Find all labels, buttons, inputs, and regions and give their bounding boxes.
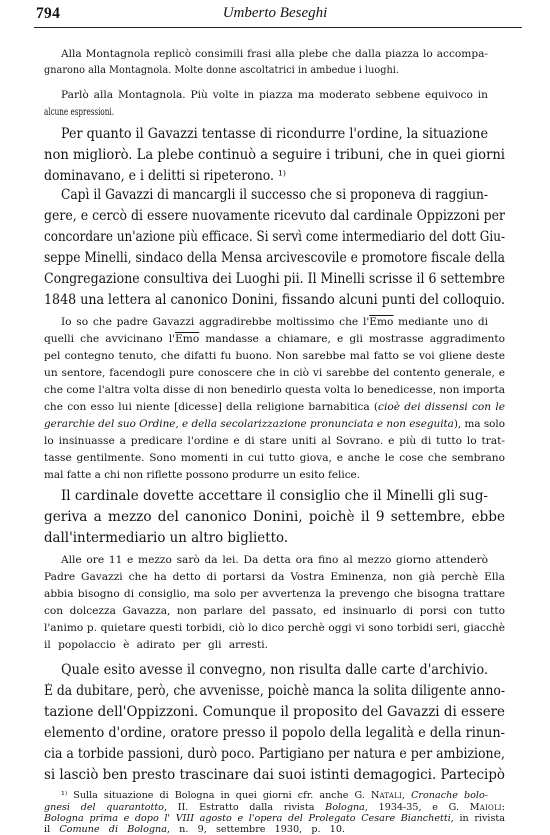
text-line: non migliorò. La plebe continuò a seguire i tribuni, che in quei giorni bbox=[44, 147, 506, 163]
text-line: abbia bisogno di consiglio, ma solo per avvertenza la prevengo che bisogna trattare bbox=[44, 588, 505, 600]
text-line: dall'intermediario un altro biglietto. bbox=[44, 530, 288, 546]
text-line: cia a torbide passioni, durò poco. Partigiano per natura e per ambizione, bbox=[44, 746, 505, 762]
footnote-line: ¹⁾ Sulla situazione di Bologna in quei giorni cfr. anche G. Natali, Cronache bolo- bbox=[61, 790, 488, 801]
text-line: tazione dell'Oppizzoni. Comunque il proposito del Gavazzi di essere bbox=[44, 704, 506, 720]
text-line: che come l'altra volta disse di non benedirlo questa volta lo benedicesse, non importa bbox=[44, 384, 506, 396]
text-line: Alla Montagnola replicò consimili frasi alla plebe che dalla piazza lo accompa- bbox=[61, 48, 488, 60]
running-title: Umberto Beseghi bbox=[222, 5, 328, 21]
text-line: che con esso lui niente [dicesse] della religione barnabitica (cioè dei dissensi con le bbox=[44, 401, 505, 413]
text-line: gere, e cercò di essere nuovamente ricevuto dal cardinale Oppizzoni per bbox=[44, 208, 505, 224]
text-line: Parlò alla Montagnola. Più volte in piazza ma moderato sebbene equivoco in bbox=[61, 89, 488, 101]
text-line: Capì il Gavazzi di mancargli il successo che si proponeva di raggiun- bbox=[61, 187, 488, 203]
text-line: quelli che avvicinano $l'\overline{Emo}$ mandasse a chiamare, e gli mostrasse aggradimento bbox=[44, 333, 505, 345]
footnote-marker: ¹⁾ bbox=[61, 790, 68, 801]
text-line: Il cardinale dovette accettare il consiglio che il Minelli gli sug- bbox=[61, 488, 488, 504]
text-line: mal fatte a chi non riflette possono produrre un esito felice. bbox=[44, 469, 361, 481]
text-line: Quale esito avesse il convegno, non risulta dalle carte d'archivio. bbox=[61, 662, 489, 678]
header-rule bbox=[34, 27, 522, 28]
text-line: gerarchie del suo Ordine, e della secolarizzazione pronunciata e non eseguita), ma solo bbox=[44, 418, 506, 430]
text-line: gnarono alla Montagnola. Molte donne ascoltatrici in ambedue i luoghi. bbox=[44, 64, 399, 76]
text-line: lo insinuasse a predicare l'ordine e di stare uniti al Sovrano. e più di tutto lo trat- bbox=[44, 435, 505, 447]
text-line: il popolaccio è adirato per gli arresti. bbox=[44, 639, 268, 651]
text-line: seppe Minelli, sindaco della Mensa arcivescovile e promotore fiscale della bbox=[44, 250, 505, 266]
text-line: tasse gentilmente. Sono momenti in cui tutto giova, e anche le cose che sembrano bbox=[44, 452, 505, 464]
text-line: Per quanto il Gavazzi tentasse di ricondurre l'ordine, la situazione bbox=[61, 126, 489, 142]
text-line: con dolcezza Gavazza, non parlare del passato, ed insinuarlo di porsi con tutto bbox=[44, 605, 505, 617]
footnote-line: Bologna prima e dopo l' VIII agosto e l'opera del Prolegato Cesare Bianchetti, in rivista bbox=[44, 813, 505, 824]
text-line: alcune espressioni. bbox=[44, 106, 114, 118]
text-line: È da dubitare, però, che avvenisse, poichè manca la solita diligente anno- bbox=[44, 683, 506, 699]
text-line: 1848 una lettera al canonico Donini, fissando alcuni punti del colloquio. bbox=[44, 292, 506, 308]
text-line: pel contegno tenuto, che difatti fu buono. Non sarebbe mal fatto se voi gliene deste bbox=[44, 350, 505, 362]
text-line: Padre Gavazzi che ha detto di portarsi da Vostra Eminenza, non già perchè Ella bbox=[44, 571, 505, 583]
text-line: Alle ore 11 e mezzo sarò da lei. Da detta ora fino al mezzo giorno attenderò bbox=[61, 554, 488, 566]
text-line: l'animo p. quietare questi torbidi, ciò lo dico perchè oggi vi sono torbidi seri, giacchè bbox=[44, 622, 505, 634]
text-line: si lasciò ben presto trascinare dai suoi istinti demagogici. Partecipò bbox=[44, 767, 505, 783]
text-line: un sentore, facendogli pure conoscere che in ciò vi sarebbe del contento generale, e bbox=[44, 367, 505, 379]
footnote-line: il Comune di Bologna, n. 9, settembre 1930, p. 10. bbox=[44, 824, 345, 835]
text-line: Io so che padre Gavazzi aggradirebbe moltissimo che $l'\overline{Emo}$ mediante uno di bbox=[61, 316, 488, 328]
page-number: 794 bbox=[36, 5, 61, 22]
text-line: dominavano, e i delitti si ripeterono. ¹⁾ bbox=[44, 168, 286, 184]
text-line: geriva a mezzo del canonico Donini, poichè il 9 settembre, ebbe bbox=[44, 509, 505, 525]
text-line: concordare un'azione più efficace. Si servì come intermediario del dott Giu- bbox=[44, 229, 505, 245]
footnote-line: gnesi del quarantotto, II. Estratto dalla rivista Bologna, 1934-35, e G. Maioli: bbox=[44, 802, 505, 813]
text-line: elemento d'ordine, oratore presso il popolo della legalità e della rinun- bbox=[44, 725, 506, 741]
text-line: Congregazione consultiva dei Luoghi pii. Il Minelli scrisse il 6 settembre bbox=[44, 271, 505, 287]
